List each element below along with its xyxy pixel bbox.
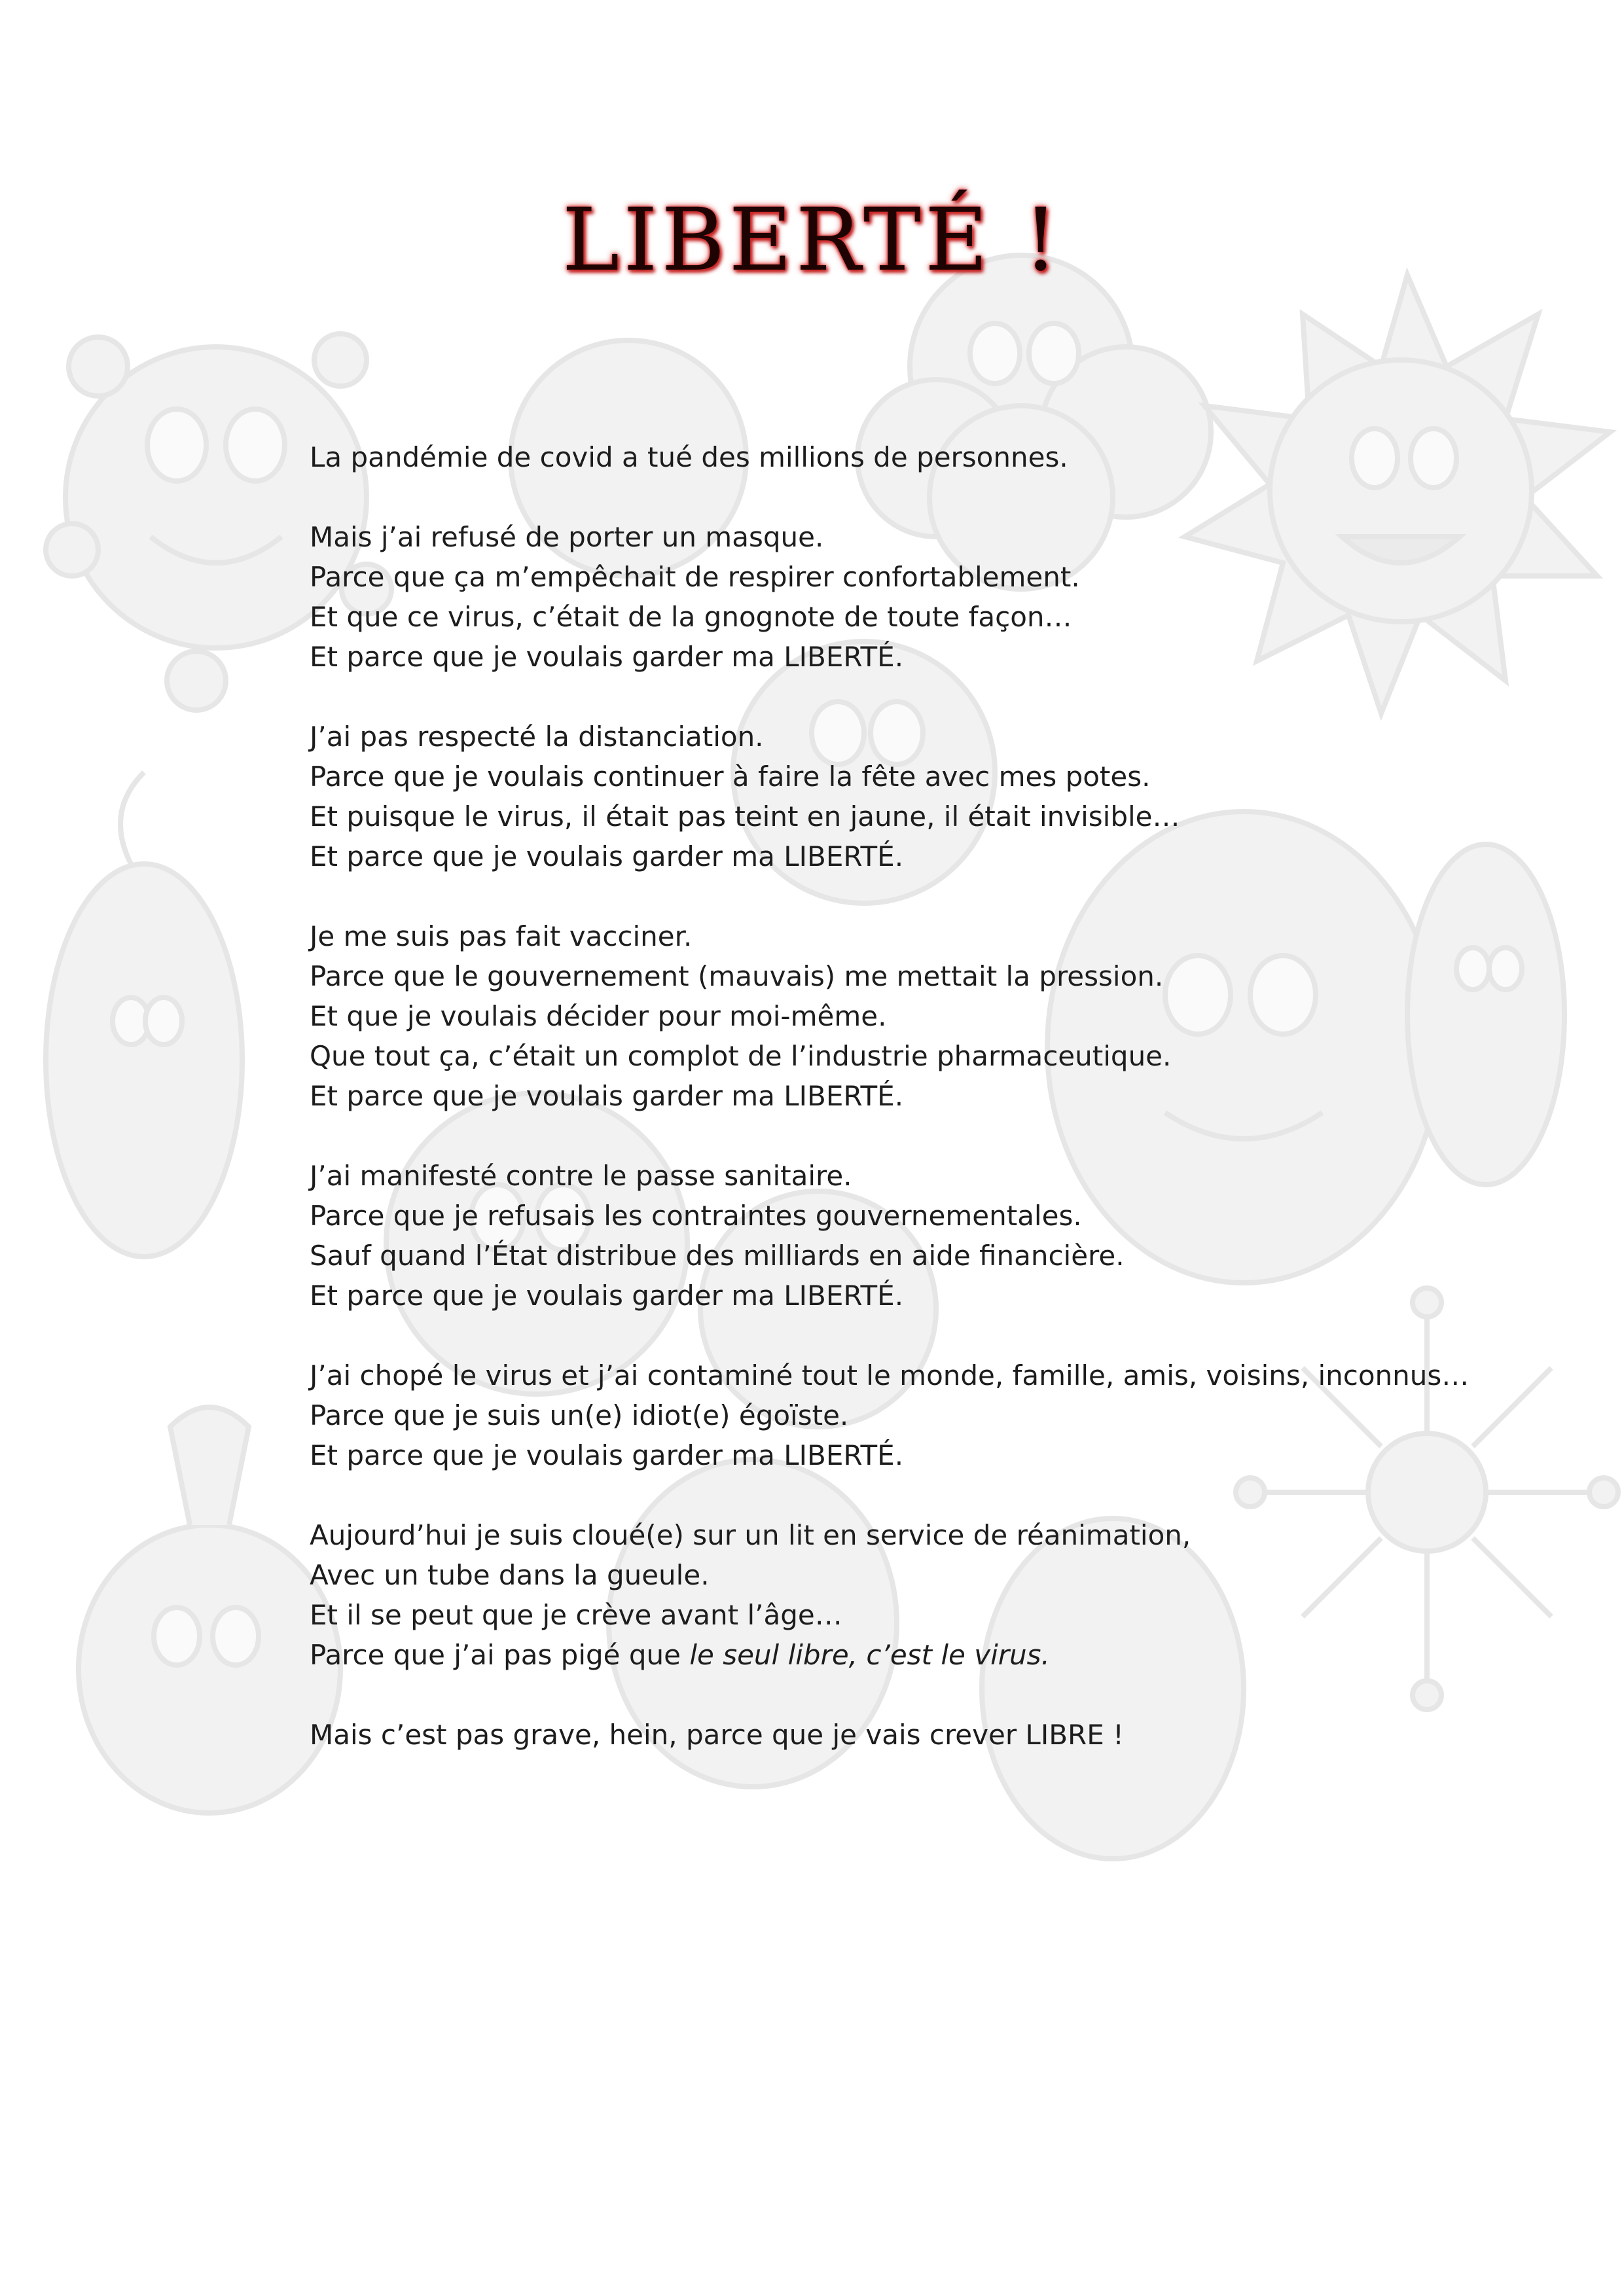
- stanza: [310, 437, 1606, 477]
- poem-line-italic-part: le seul libre, c’est le virus.: [689, 1639, 1050, 1671]
- poem-line: Et parce que je voulais garder ma LIBERTÉ.: [310, 840, 904, 872]
- poem-line: Mais j’ai refusé de porter un masque.: [310, 521, 824, 553]
- virus-character-left-bacterium: [46, 772, 242, 1257]
- poem-line: Parce que je voulais continuer à faire la fête avec mes potes.: [310, 761, 1151, 793]
- poem-line: J’ai manifesté contre le passe sanitaire.: [310, 1160, 852, 1192]
- poem-line: Mais c’est pas grave, hein, parce que je vais crever LIBRE !: [310, 1719, 1124, 1751]
- page-title: LIBERTÉ !: [562, 190, 1062, 291]
- poem-line-mixed: [310, 1635, 1606, 1675]
- poem-line: Et parce que je voulais garder ma LIBERTÉ.: [310, 1439, 904, 1471]
- poem-line: Que tout ça, c’était un complot de l’industrie pharmaceutique.: [310, 1040, 1172, 1072]
- poem-line: Et puisque le virus, il était pas teint en jaune, il était invisible…: [310, 800, 1180, 833]
- virus-character-bottom-left: [79, 1407, 340, 1813]
- stanza: [310, 1515, 1606, 1675]
- poem-line: Et il se peut que je crève avant l’âge…: [310, 1599, 842, 1631]
- stanza: [310, 517, 1606, 677]
- poem-line: Parce que je suis un(e) idiot(e) égoïste.: [310, 1399, 849, 1431]
- poem-line: Parce que je refusais les contraintes gouvernementales.: [310, 1200, 1082, 1232]
- stanza: [310, 1355, 1606, 1475]
- poem-line: La pandémie de covid a tué des millions de personnes.: [310, 441, 1068, 473]
- poem-line-regular-part: Parce que j’ai pas pigé que: [310, 1639, 690, 1671]
- poem-line: Et parce que je voulais garder ma LIBERTÉ.: [310, 1080, 904, 1112]
- stanza: [310, 916, 1606, 1116]
- poem-line: Parce que ça m’empêchait de respirer confortablement.: [310, 561, 1080, 593]
- poem-line: Et parce que je voulais garder ma LIBERTÉ.: [310, 641, 904, 673]
- poem-line: Avec un tube dans la gueule.: [310, 1559, 710, 1591]
- stanza: [310, 1156, 1606, 1316]
- poem-line: Parce que le gouvernement (mauvais) me mettait la pression.: [310, 960, 1164, 992]
- stanza: [310, 717, 1606, 876]
- poem-line: Et que je voulais décider pour moi-même.: [310, 1000, 887, 1032]
- poem-line: Et parce que je voulais garder ma LIBERTÉ.: [310, 1280, 904, 1312]
- poem-line: Aujourd’hui je suis cloué(e) sur un lit en service de réanimation,: [310, 1519, 1191, 1551]
- poem-line: Sauf quand l’État distribue des milliards en aide financière.: [310, 1240, 1125, 1272]
- stanza: [310, 1715, 1606, 1755]
- poem-line: J’ai pas respecté la distanciation.: [310, 721, 764, 753]
- poem-body: [310, 437, 1606, 1795]
- poem-line: Et que ce virus, c’était de la gnognote de toute façon…: [310, 601, 1072, 633]
- poem-line: J’ai chopé le virus et j’ai contaminé tout le monde, famille, amis, voisins, inconnus…: [310, 1359, 1470, 1391]
- poem-line: Je me suis pas fait vacciner.: [310, 920, 693, 952]
